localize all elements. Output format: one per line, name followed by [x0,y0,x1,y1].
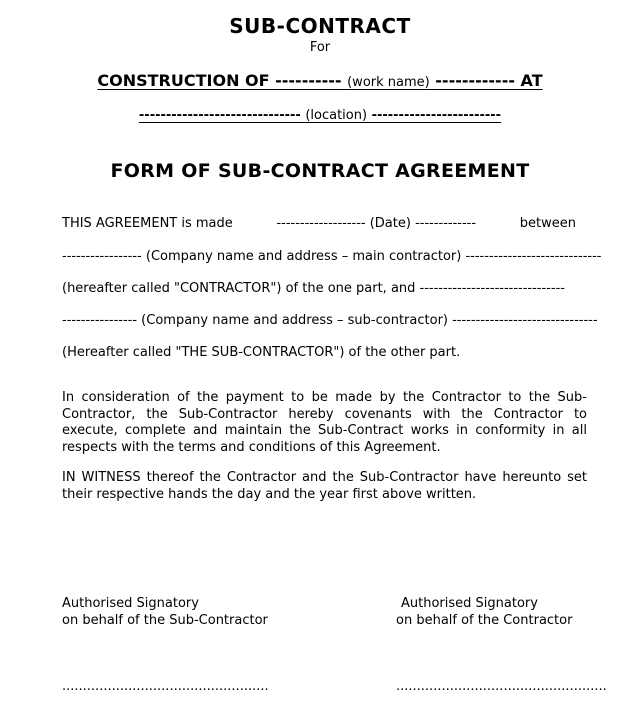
sub-contractor-called-line: (Hereafter called "THE SUB-CONTRACTOR") of the other part. [62,345,461,360]
behalf-label-left: on behalf of the Sub-Contractor [62,612,268,628]
signature-line-left: .................................................. [62,679,269,694]
agreement-made-text: THIS AGREEMENT is made [62,216,233,231]
consideration-paragraph: In consideration of the payment to be made by the Contractor to the Sub-Contractor, the Sub-Contractor hereby covenants with the Contractor to execute, complete and maintain the Sub-Contract works in conformity in all respects with the terms and conditions of this Agreement. [62,390,587,455]
signatory-label-right: Authorised Signatory [401,596,538,611]
location-line [0,108,640,123]
sub-contractor-signature-block [62,596,268,629]
agreement-date-blank: ------------------- (Date) ------------- [276,216,477,231]
contractor-signature-block [396,596,572,629]
document-title: SUB-CONTRACT [229,14,411,38]
construction-line [0,71,640,90]
behalf-label-right: on behalf of the Contractor [396,612,573,628]
location-prefix: ------------------------------ [138,108,306,123]
main-contractor-line: ----------------- (Company name and address – main contractor) ----------------------------- [62,249,602,264]
signature-line-right: ................................................... [396,679,607,694]
location-suffix: ------------------------ [367,108,502,123]
signatory-label-left: Authorised Signatory [62,596,199,611]
agreement-between-text: between [519,216,576,231]
form-title: FORM OF SUB-CONTRACT AGREEMENT [110,160,530,182]
agreement-date-line [62,216,576,231]
work-name-placeholder: (work name) [347,75,430,90]
witness-paragraph: IN WITNESS thereof the Contractor and the Sub-Contractor have hereunto set their respective hands the day and the year first above written. [62,470,587,502]
for-label: For [309,40,331,55]
construction-suffix: ------------ AT [429,71,543,90]
sub-contractor-line: ---------------- (Company name and address – sub-contractor) ------------------------------- [62,313,598,328]
location-placeholder: (location) [305,108,368,123]
construction-prefix: CONSTRUCTION OF ---------- [97,71,348,90]
contractor-called-line: (hereafter called "CONTRACTOR") of the one part, and ------------------------------- [62,281,565,296]
